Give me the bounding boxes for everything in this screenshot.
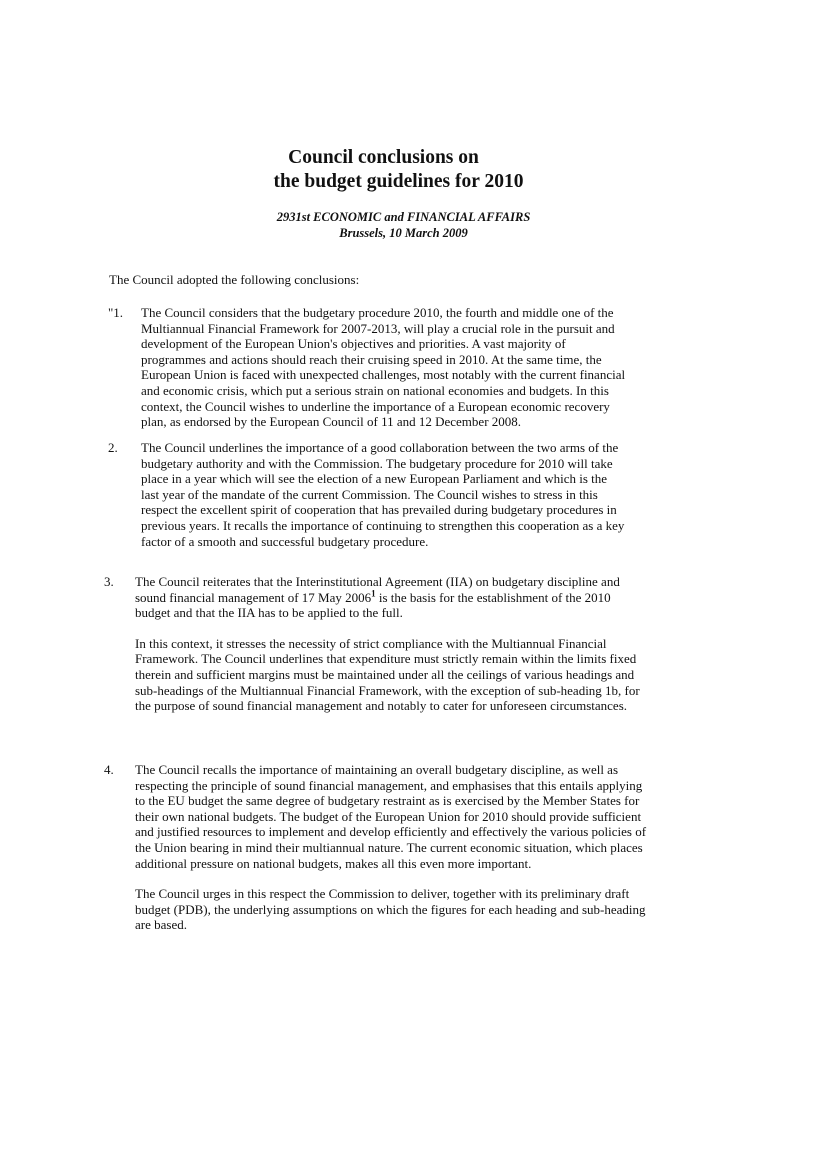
paragraph-number: 3. bbox=[104, 574, 114, 589]
paragraph-3 bbox=[104, 574, 649, 714]
paragraph-number: 2. bbox=[108, 440, 118, 455]
intro-text: The Council adopted the following conclusions: bbox=[109, 272, 360, 287]
paragraph-text-part: The Council reiterates that the Interinstitutional Agreement (IIA) on budgetary discipline and sound financial management of 17 May 2006 bbox=[135, 574, 620, 605]
meeting-info bbox=[0, 209, 827, 241]
paragraph-text-part: is the basis for the establishment of the 2010 budget and that the IIA has to be applied to the full. bbox=[135, 589, 611, 621]
title-line-1: Council conclusions on bbox=[288, 147, 479, 168]
paragraph-text: The Council recalls the importance of maintaining an overall budgetary discipline, as well as respecting the principle of sound financial management, and emphasises that this entails applying to the EU budget the same degree of budgetary restraint as is exercised by the Member States for their own national budgets. The budget of the European Union for 2010 should provide sufficient and justified resources to implement and develop efficiently and effectively the various policies of the Union bearing in mind their multiannual nature. The current economic situation, which places additional pressure on national budgets, makes all this even more important. bbox=[135, 762, 647, 871]
paragraph-number: 4. bbox=[104, 762, 114, 777]
paragraph-4 bbox=[104, 762, 649, 933]
paragraph-text bbox=[135, 574, 649, 621]
meeting-name: 2931st ECONOMIC and FINANCIAL AFFAIRS bbox=[276, 210, 531, 224]
paragraph-text: The Council underlines the importance of a good collaboration between the two arms of the budgetary authority and with the Commission. The budgetary procedure for 2010 will take place in a year which will see the election of a new European Parliament and which is the last year of the mandate of the current Commission. The Council wishes to stress in this respect the excellent spirit of cooperation that has prevailed during budgetary procedures in previous years. It recalls the importance of continuing to strengthen this cooperation as a key factor of a smooth and successful budgetary procedure. bbox=[141, 440, 625, 549]
paragraph-text: The Council considers that the budgetary procedure 2010, the fourth and middle one of the Multiannual Financial Framework for 2007-2013, will play a crucial role in the pursuit and development of the European Union's objectives and priorities. A vast majority of programmes and actions should reach their cruising speed in 2010. At the same time, the European Union is faced with unexpected challenges, most notably with the current financial and economic crisis, which put a serious strain on national economies and budgets. In this context, the Council wishes to underline the importance of a European economic recovery plan, as endorsed by the European Council of 11 and 12 December 2008. bbox=[141, 305, 626, 430]
meeting-date: Brussels, 10 March 2009 bbox=[339, 226, 468, 240]
footnote-mark[interactable]: 1 bbox=[371, 588, 376, 599]
paragraph-text-2: In this context, it stresses the necessity of strict compliance with the Multiannual Financial Framework. The Council underlines that expenditure must strictly remain within the limits fixed therein and sufficient margins must be maintained under all the ceilings of various headings and sub-headings of the Multiannual Financial Framework, with the exception of sub-heading 1b, for the purpose of sound financial management and notably to cater for unforeseen circumstances. bbox=[135, 635, 640, 714]
title-line-2: the budget guidelines for 2010 bbox=[273, 171, 524, 192]
paragraph-1 bbox=[108, 305, 628, 430]
paragraph-number: "1. bbox=[108, 305, 124, 320]
paragraph-text-2: The Council urges in this respect the Commission to deliver, together with its preliminary draft budget (PDB), the underlying assumptions on which the figures for each heading and sub-heading are based. bbox=[135, 886, 646, 933]
document-title bbox=[0, 146, 827, 194]
paragraph-2 bbox=[108, 440, 628, 549]
